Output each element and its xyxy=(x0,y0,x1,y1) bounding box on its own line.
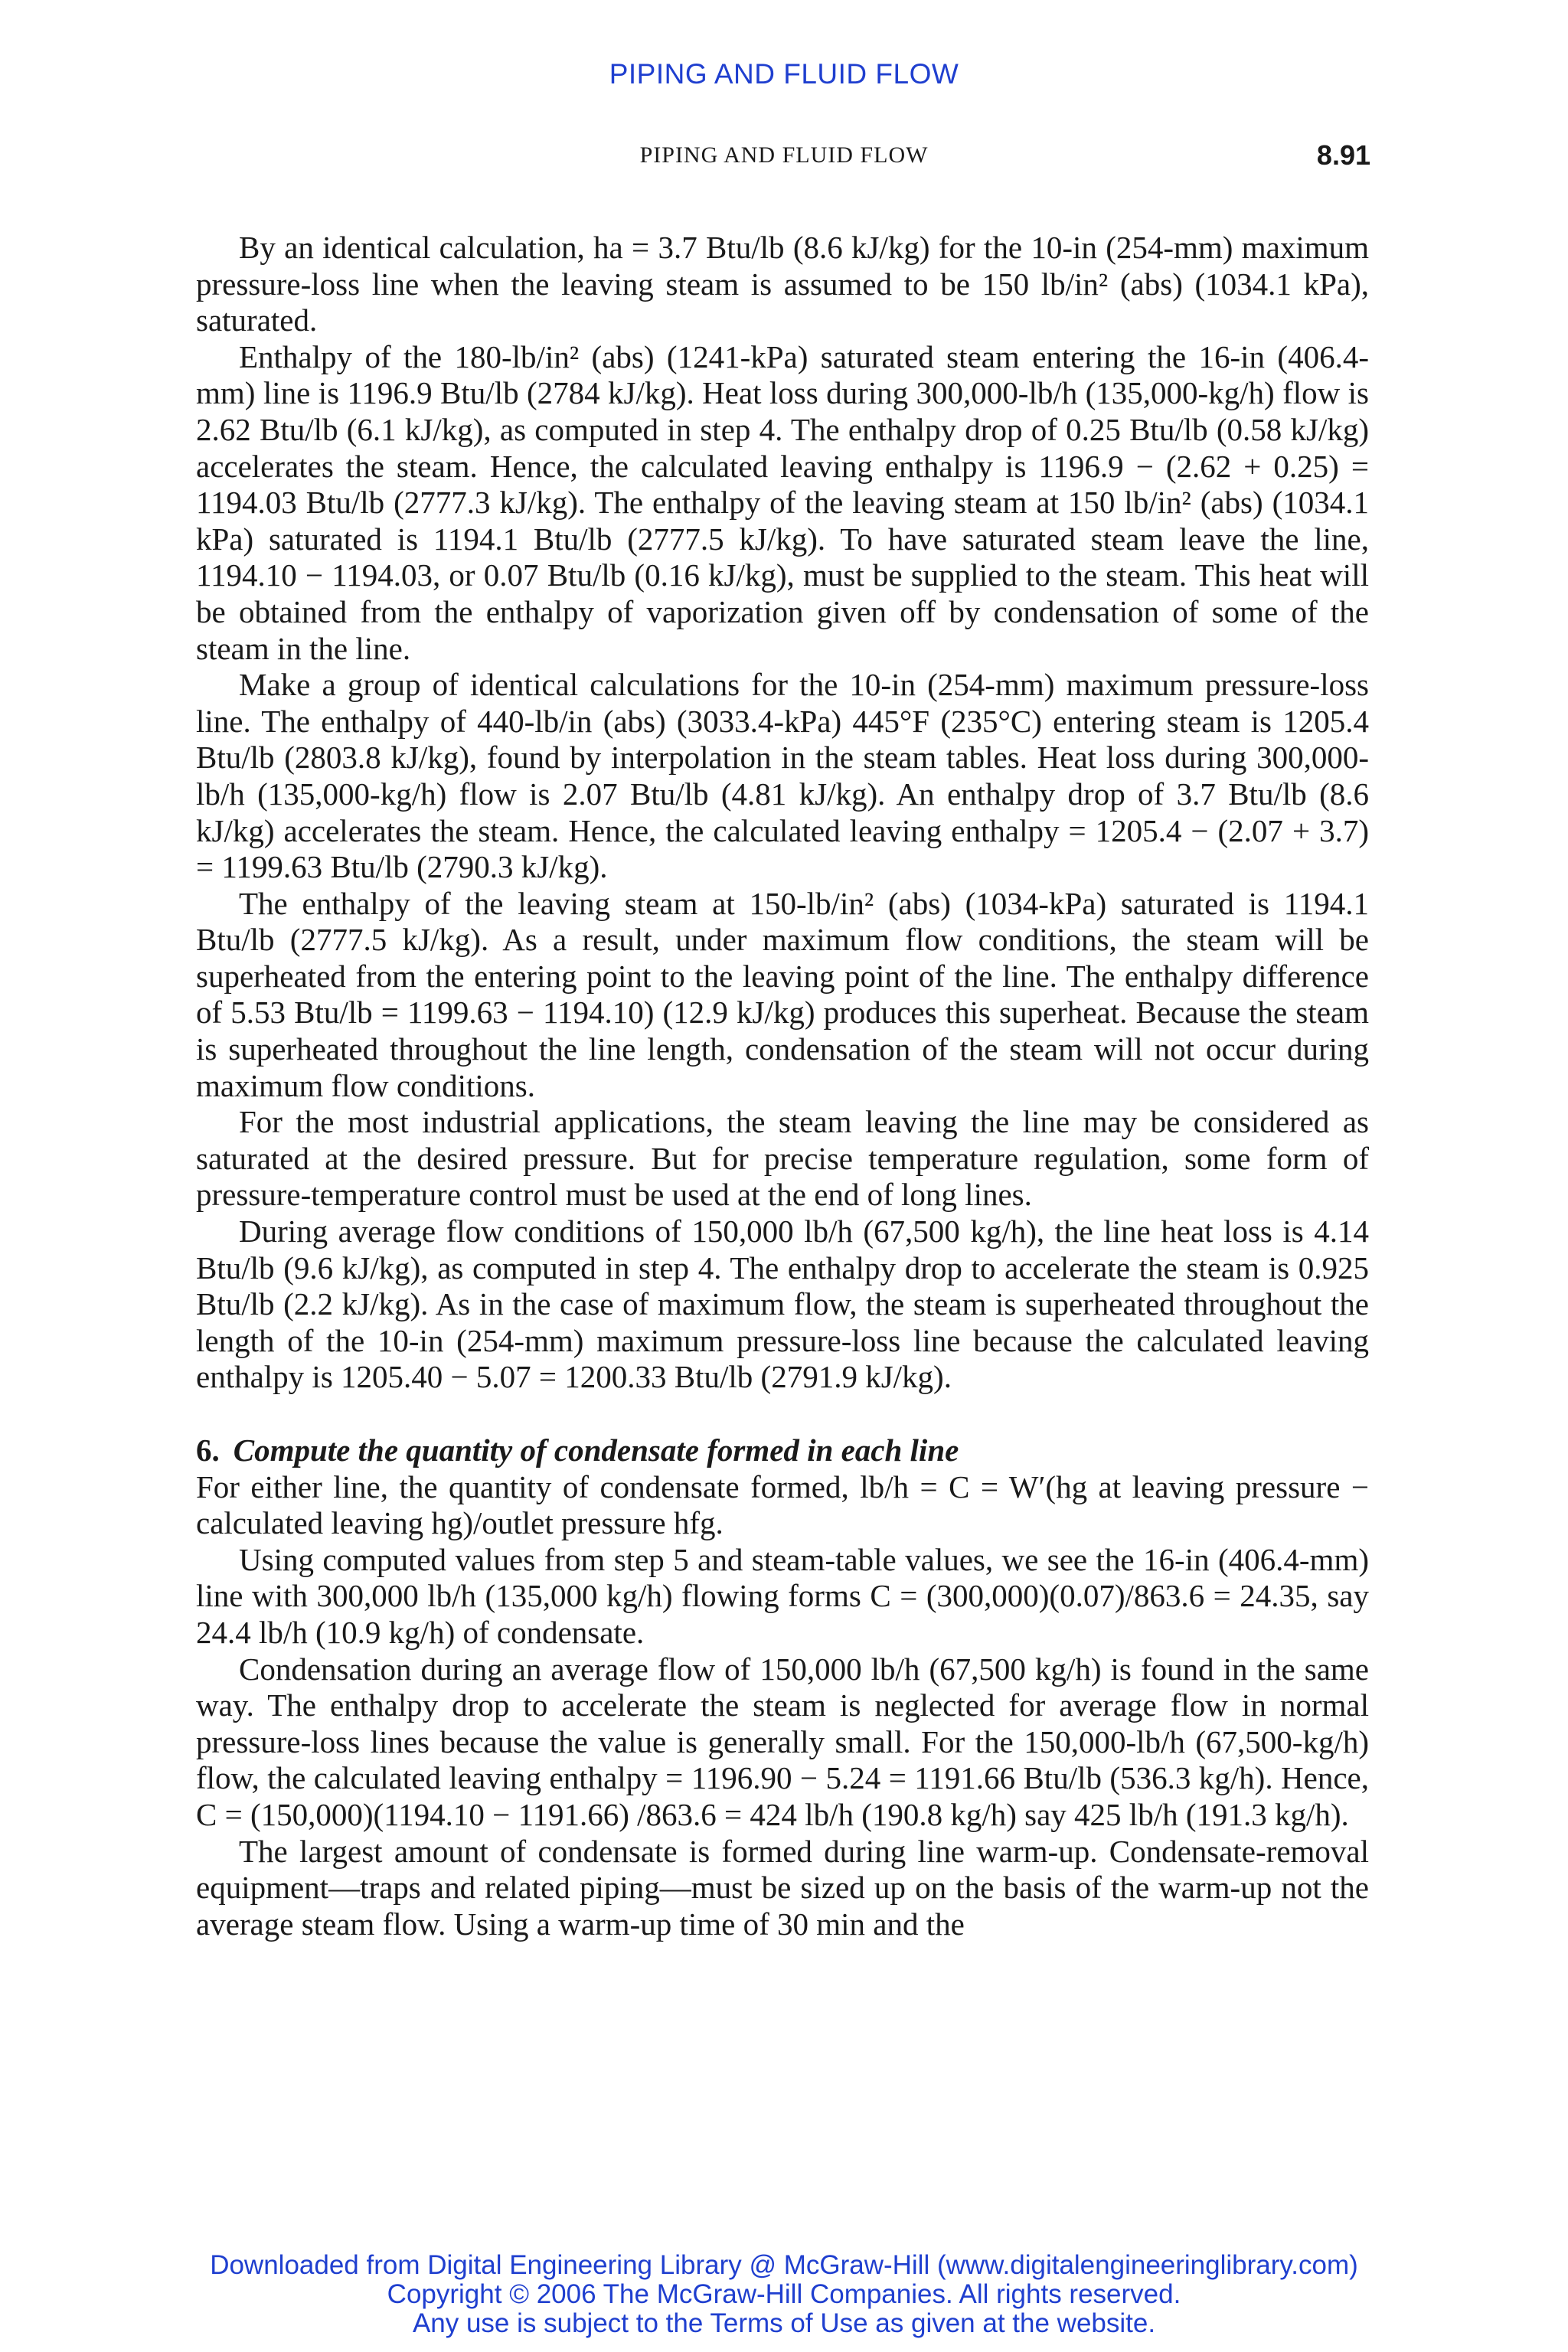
step-number: 6. xyxy=(196,1432,220,1468)
paragraph: Condensation during an average flow of 150,000 lb/h (67,500 kg/h) is found in the same way. The enthalpy drop to accelerate the steam is neglected for average flow in normal pressure-loss lines because the value is generally small. For the 150,000-lb/h (67,500-kg/h) flow, the calculated leaving enthalpy = 1196.90 − 5.24 = 1191.66 Btu/lb (536.3 kg/h). Hence, C = (150,000)(1194.10 − 1191.66) /863.6 = 424 lb/h (190.8 kg/h) say 425 lb/h (191.3 kg/h). xyxy=(196,1651,1369,1832)
step-heading xyxy=(196,1432,1369,1469)
paragraph: For either line, the quantity of condensate formed, lb/h = C = W′(hg at leaving pressure − calculated leaving hg)/outlet pressure hfg. xyxy=(196,1468,1369,1541)
step-title: Compute the quantity of condensate formed in each line xyxy=(233,1432,959,1468)
page-number: 8.91 xyxy=(1316,139,1370,171)
paragraph: By an identical calculation, ha = 3.7 Btu/lb (8.6 kJ/kg) for the 10-in (254-mm) maximum pressure-loss line when the leaving steam is assumed to be 150 lb/in² (abs) (1034.1 kPa), saturated. xyxy=(196,230,1369,338)
paragraph: Using computed values from step 5 and steam-table values, we see the 16-in (406.4-mm) line with 300,000 lb/h (135,000 kg/h) flowing forms C = (300,000)(0.07)/863.6 = 24.35, say 24.4 lb/h (10.9 kg/h) of condensate. xyxy=(196,1541,1369,1650)
footer-download-link[interactable]: Downloaded from Digital Engineering Library @ McGraw-Hill (www.digitalengineeringlibrary.com) xyxy=(210,2250,1358,2280)
paragraph: Enthalpy of the 180-lb/in² (abs) (1241-kPa) saturated steam entering the 16-in (406.4-mm) line is 1196.9 Btu/lb (2784 kJ/kg). Heat loss during 300,000-lb/h (135,000-kg/h) flow is 2.62 Btu/lb (6.1 kJ/kg), as computed in step 4. The enthalpy drop of 0.25 Btu/lb (0.58 kJ/kg) accelerates the steam. Hence, the calculated leaving enthalpy is 1196.9 − (2.62 + 0.25) = 1194.03 Btu/lb (2777.3 kJ/kg). The enthalpy of the leaving steam at 150 lb/in² (abs) (1034.1 kPa) saturated is 1194.1 Btu/lb (2777.5 kJ/kg). To have saturated steam leave the line, 1194.10 − 1194.03, or 0.07 Btu/lb (0.16 kJ/kg), must be supplied to the steam. This heat will be obtained from the enthalpy of vaporization given off by condensation of some of the steam in the line. xyxy=(196,338,1369,666)
footer-copyright: Copyright © 2006 The McGraw-Hill Companies. All rights reserved. xyxy=(387,2279,1181,2309)
body-text xyxy=(196,230,1369,1942)
paragraph: For the most industrial applications, the steam leaving the line may be considered as saturated at the desired pressure. But for precise temperature regulation, some form of pressure-temperature control must be used at the end of long lines. xyxy=(196,1104,1369,1213)
paragraph: During average flow conditions of 150,000 lb/h (67,500 kg/h), the line heat loss is 4.14 Btu/lb (9.6 kJ/kg), as computed in step 4. The enthalpy drop to accelerate the steam is 0.925 Btu/lb (2.2 kJ/kg). As in the case of maximum flow, the steam is superheated throughout the length of the 10-in (254-mm) maximum pressure-loss line because the calculated leaving enthalpy is 1205.40 − 5.07 = 1200.33 Btu/lb (2791.9 kJ/kg). xyxy=(196,1214,1369,1395)
footer xyxy=(0,2251,1568,2338)
paragraph: Make a group of identical calculations for the 10-in (254-mm) maximum pressure-loss line. The enthalpy of 440-lb/in (abs) (3033.4-kPa) 445°F (235°C) entering steam is 1205.4 Btu/lb (2803.8 kJ/kg), found by interpolation in the steam tables. Heat loss during 300,000-lb/h (135,000-kg/h) flow is 2.07 Btu/lb (4.81 kJ/kg). An enthalpy drop of 3.7 Btu/lb (8.6 kJ/kg) accelerates the steam. Hence, the calculated leaving enthalpy = 1205.4 − (2.07 + 3.7) = 1199.63 Btu/lb (2790.3 kJ/kg). xyxy=(196,667,1369,885)
footer-terms-link[interactable]: Any use is subject to the Terms of Use as given at the website. xyxy=(412,2308,1156,2338)
running-head-title: PIPING AND FLUID FLOW xyxy=(639,142,929,168)
paragraph: The largest amount of condensate is formed during line warm-up. Condensate-removal equipment—traps and related piping—must be sized up on the basis of the warm-up not the average steam flow. Using a warm-up time of 30 min and the xyxy=(196,1833,1369,1942)
section-banner: PIPING AND FLUID FLOW xyxy=(609,58,959,90)
paragraph: The enthalpy of the leaving steam at 150-lb/in² (abs) (1034-kPa) saturated is 1194.1 Btu/lb (2777.5 kJ/kg). As a result, under maximum flow conditions, the steam will be superheated from the entering point to the leaving point of the line. The enthalpy difference of 5.53 Btu/lb = 1199.63 − 1194.10) (12.9 kJ/kg) produces this superheat. Because the steam is superheated throughout the line length, condensation of the steam will not occur during maximum flow conditions. xyxy=(196,885,1369,1103)
